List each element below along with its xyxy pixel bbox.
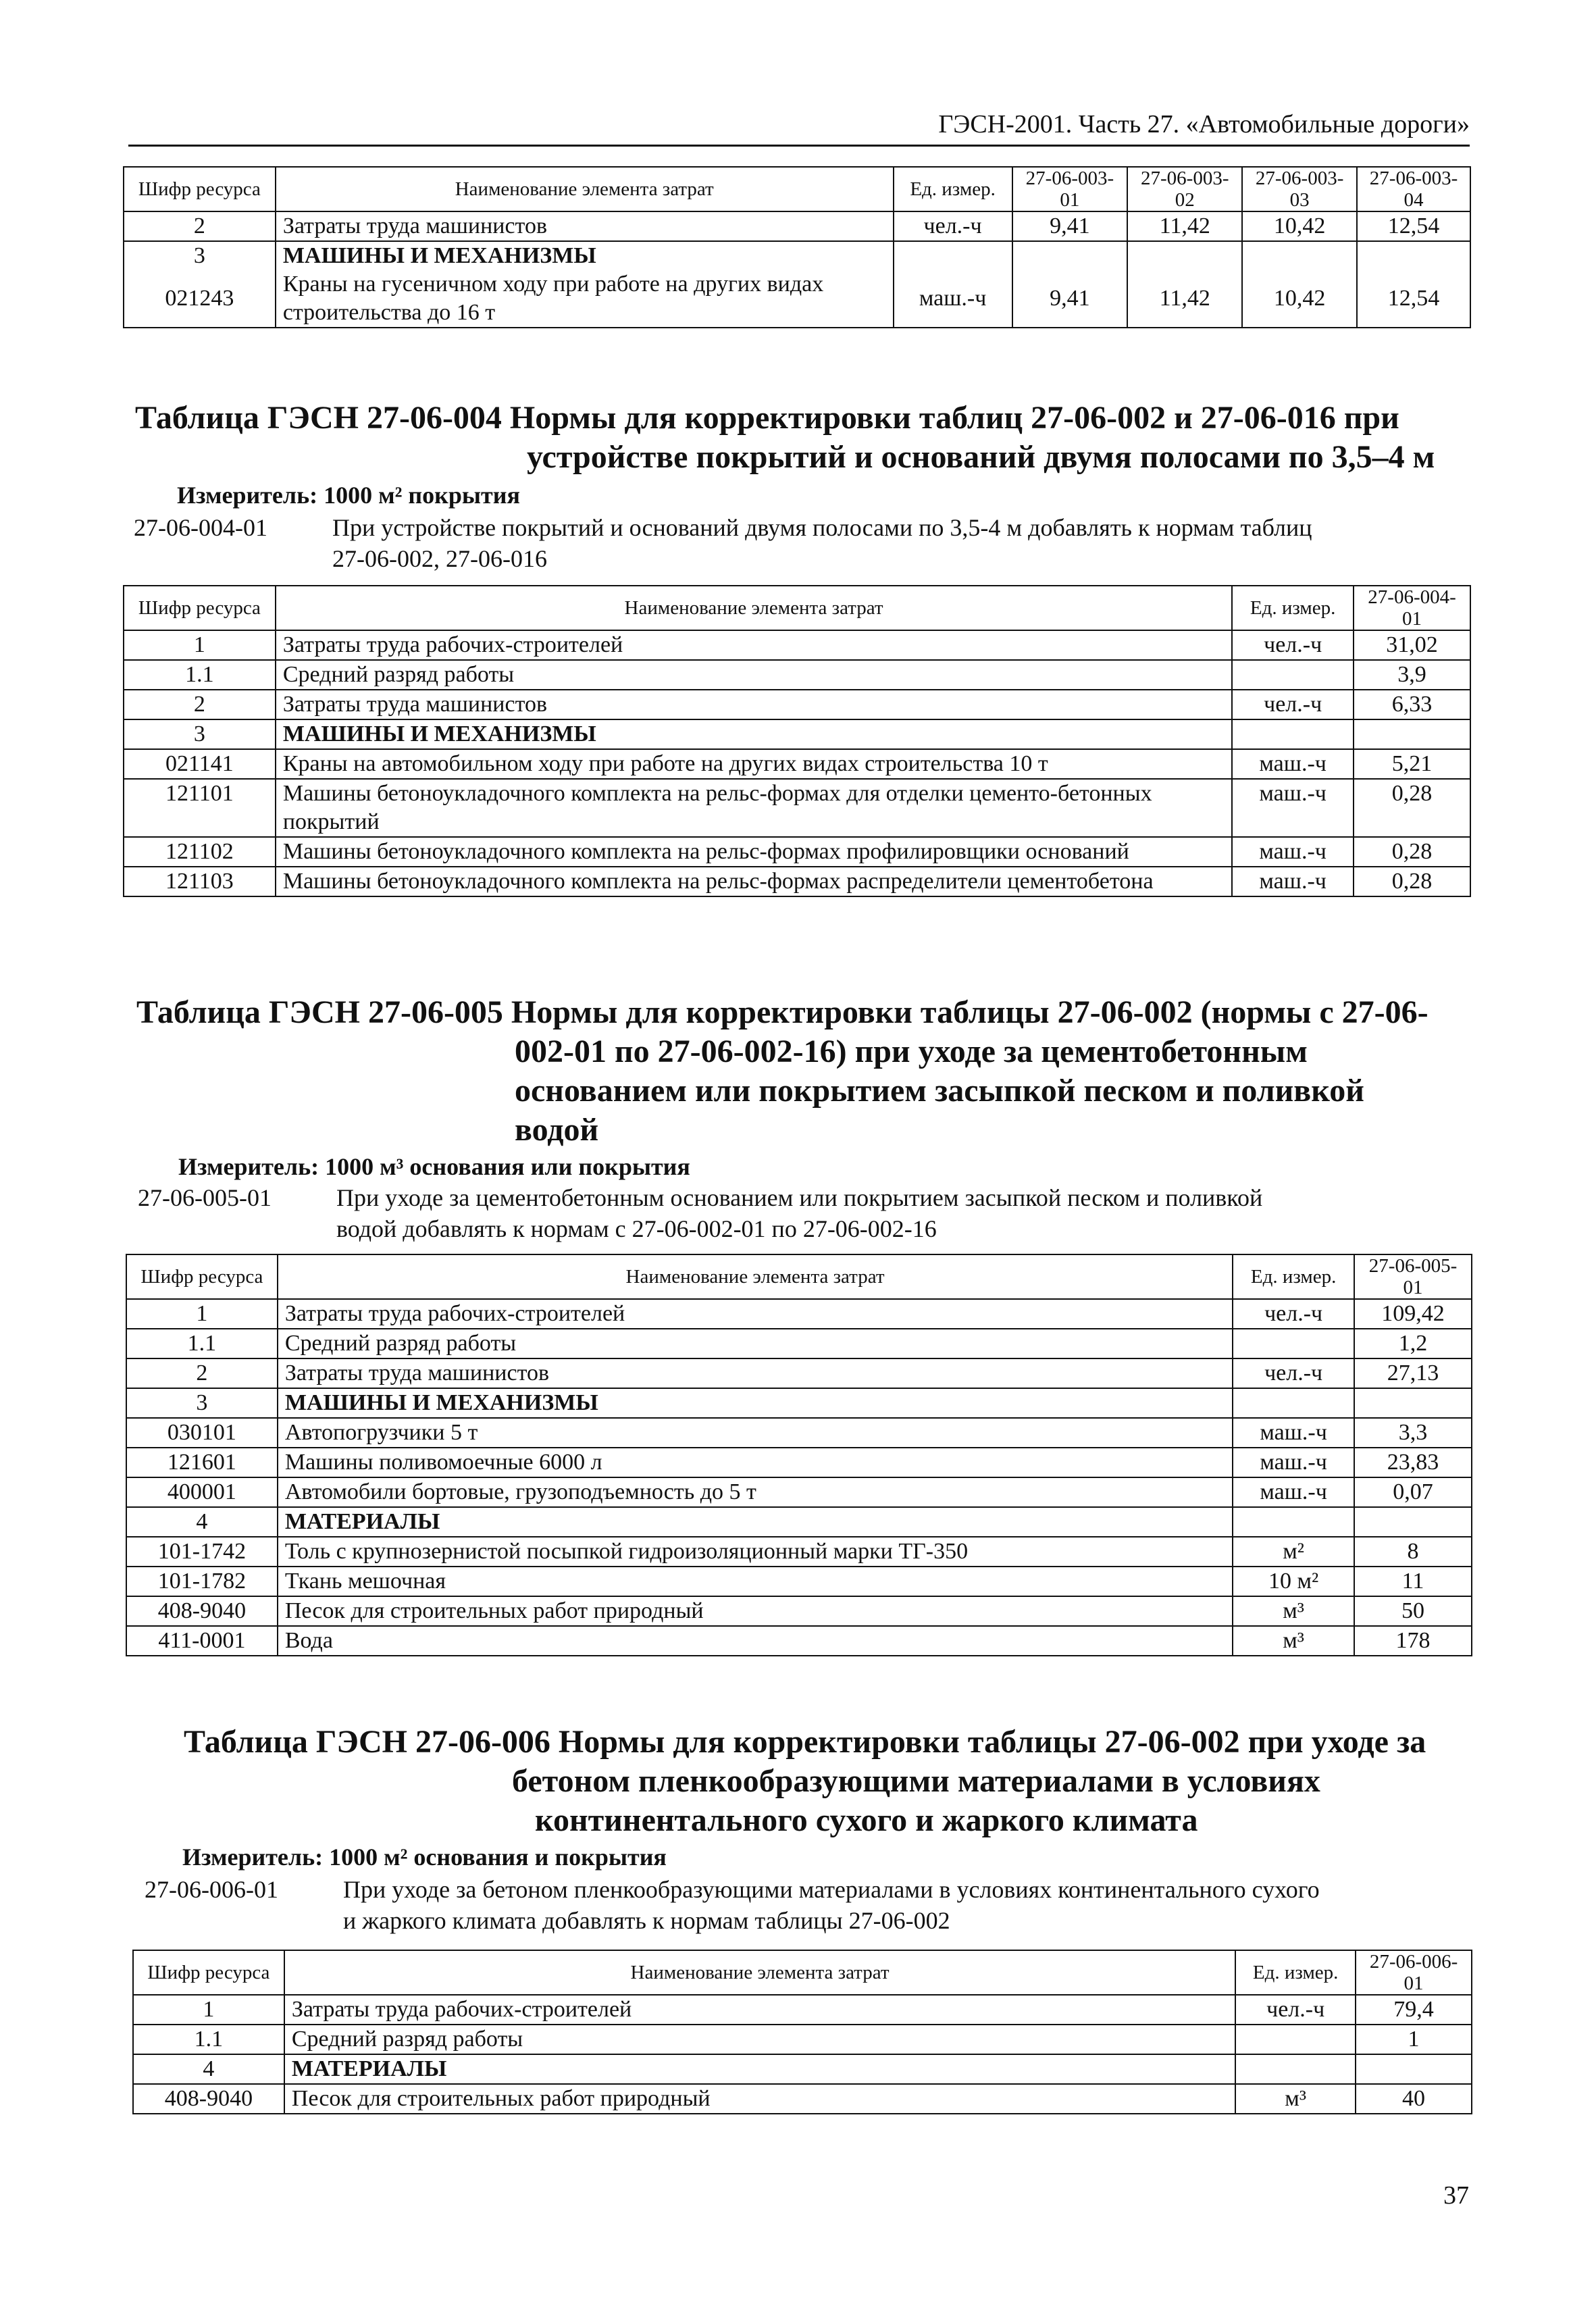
row-value: 0,28 <box>1354 867 1470 896</box>
col-name-header: Наименование элемента затрат <box>276 167 894 211</box>
row-name: Автопогрузчики 5 т <box>278 1418 1233 1448</box>
row-name: Вода <box>278 1626 1233 1656</box>
row-code: 121601 <box>126 1448 278 1477</box>
row-value <box>1012 241 1128 270</box>
row-name: Затраты труда рабочих-строителей <box>284 1995 1235 2025</box>
table-row <box>126 1596 1472 1626</box>
row-unit: маш.-ч <box>1233 1418 1354 1448</box>
title-line: Таблица ГЭСН 27-06-004 Нормы для корректировки таблиц 27-06-002 и 27-06-016 при <box>135 400 1399 436</box>
table-row <box>126 1329 1472 1358</box>
row-value <box>1127 241 1242 270</box>
col-unit-header: Ед. измер. <box>1235 1950 1356 1995</box>
col-code-header: Шифр ресурса <box>124 586 276 630</box>
row-value: 23,83 <box>1354 1448 1472 1477</box>
section-title <box>135 399 1472 477</box>
row-name: Машины бетоноукладочного комплекта на рельс-формах для отделки цементо-бетонных покрытий <box>276 779 1232 837</box>
row-name: МАШИНЫ И МЕХАНИЗМЫ <box>276 719 1232 749</box>
row-value: 3,9 <box>1354 660 1470 690</box>
table-header-row <box>124 167 1470 211</box>
table-row <box>124 660 1470 690</box>
table-row <box>133 2025 1472 2054</box>
rule-text: При уходе за цементобетонным основанием или покрытием засыпкой песком и поливкой <box>336 1184 1263 1211</box>
row-code: 4 <box>133 2054 284 2084</box>
row-unit: м³ <box>1233 1596 1354 1626</box>
col-code-header: Шифр ресурса <box>133 1950 284 1995</box>
table-header-row <box>126 1254 1472 1299</box>
row-code: 121102 <box>124 837 276 867</box>
col-norm-header: 27-06-005-01 <box>1354 1254 1472 1299</box>
row-value: 31,02 <box>1354 630 1470 660</box>
rule-text: При уходе за бетоном пленкообразующими материалами в условиях континентального сухого <box>343 1876 1320 1903</box>
row-code: 1.1 <box>126 1329 278 1358</box>
col-unit-header: Ед. измер. <box>1233 1254 1354 1299</box>
row-unit: чел.-ч <box>1232 690 1354 719</box>
table-row <box>126 1448 1472 1477</box>
table-27-06-003 <box>123 166 1471 328</box>
row-value: 50 <box>1354 1596 1472 1626</box>
table-row <box>124 779 1470 837</box>
table-row <box>124 867 1470 896</box>
row-value: 6,33 <box>1354 690 1470 719</box>
row-value <box>1356 2054 1472 2084</box>
col-code-header: Шифр ресурса <box>126 1254 278 1299</box>
col-unit-header: Ед. измер. <box>894 167 1012 211</box>
row-value: 0,28 <box>1354 779 1470 837</box>
row-name: Машины бетоноукладочного комплекта на рельс-формах профилировщики оснований <box>276 837 1232 867</box>
table-row <box>124 837 1470 867</box>
row-code: 1 <box>126 1299 278 1329</box>
row-value: 11 <box>1354 1567 1472 1596</box>
row-code: 1.1 <box>124 660 276 690</box>
table-header-row <box>124 586 1470 630</box>
table-row <box>124 630 1470 660</box>
title-line: бетоном пленкообразующими материалами в условиях <box>512 1763 1320 1799</box>
row-code: 400001 <box>126 1477 278 1507</box>
col-norm-header: 27-06-003-03 <box>1242 167 1357 211</box>
row-name: МАТЕРИАЛЫ <box>284 2054 1235 2084</box>
row-value: 5,21 <box>1354 749 1470 779</box>
row-unit: маш.-ч <box>1233 1477 1354 1507</box>
table-row <box>124 270 1470 328</box>
table-row <box>126 1418 1472 1448</box>
col-norm-header: 27-06-003-02 <box>1127 167 1242 211</box>
table-27-06-004 <box>123 585 1471 897</box>
row-code: 021141 <box>124 749 276 779</box>
row-name: Затраты труда рабочих-строителей <box>276 630 1232 660</box>
row-value: 3,3 <box>1354 1418 1472 1448</box>
table-row <box>126 1299 1472 1329</box>
row-value <box>1242 241 1357 270</box>
table-row <box>126 1477 1472 1507</box>
row-code: 101-1742 <box>126 1537 278 1567</box>
table-row <box>133 2084 1472 2114</box>
row-value: 1 <box>1356 2025 1472 2054</box>
row-code: 2 <box>124 211 276 241</box>
row-unit: м³ <box>1233 1626 1354 1656</box>
col-norm-header: 27-06-006-01 <box>1356 1950 1472 1995</box>
table-row <box>124 211 1470 241</box>
table-row <box>126 1537 1472 1567</box>
row-code: 1 <box>124 630 276 660</box>
row-unit: маш.-ч <box>1232 837 1354 867</box>
measure-unit: Измеритель: 1000 м³ основания или покрытия <box>178 1153 690 1180</box>
table-27-06-006 <box>132 1950 1472 2114</box>
row-value: 9,41 <box>1012 211 1128 241</box>
row-name: МАТЕРИАЛЫ <box>278 1507 1233 1537</box>
rule-text: При устройстве покрытий и оснований двумя полосами по 3,5-4 м добавлять к нормам таблиц <box>332 514 1312 541</box>
row-name: Средний разряд работы <box>284 2025 1235 2054</box>
row-unit: маш.-ч <box>1232 867 1354 896</box>
row-name: Песок для строительных работ природный <box>284 2084 1235 2114</box>
row-name: Автомобили бортовые, грузоподъемность до 5 т <box>278 1477 1233 1507</box>
row-name: Песок для строительных работ природный <box>278 1596 1233 1626</box>
measure-unit: Измеритель: 1000 м² покрытия <box>177 482 520 509</box>
row-code: 3 <box>126 1388 278 1418</box>
table-row <box>124 749 1470 779</box>
title-line: основанием или покрытием засыпкой песком и поливкой <box>515 1073 1364 1109</box>
row-name: Средний разряд работы <box>278 1329 1233 1358</box>
row-name: Средний разряд работы <box>276 660 1232 690</box>
row-unit: чел.-ч <box>1232 630 1354 660</box>
table-row <box>126 1567 1472 1596</box>
row-unit <box>1233 1507 1354 1537</box>
col-code-header: Шифр ресурса <box>124 167 276 211</box>
row-unit: чел.-ч <box>1233 1299 1354 1329</box>
table-row <box>124 241 1470 270</box>
row-code: 3 <box>124 719 276 749</box>
rule-text: 27-06-002, 27-06-016 <box>332 545 547 572</box>
row-unit: м² <box>1233 1537 1354 1567</box>
row-unit <box>1233 1329 1354 1358</box>
row-unit <box>1232 660 1354 690</box>
table-row <box>126 1388 1472 1418</box>
norm-rule <box>138 1182 1475 1250</box>
row-name: МАШИНЫ И МЕХАНИЗМЫ <box>278 1388 1233 1418</box>
rule-code: 27-06-006-01 <box>145 1876 278 1903</box>
row-unit <box>1233 1388 1354 1418</box>
row-value <box>1357 241 1470 270</box>
col-name-header: Наименование элемента затрат <box>276 586 1232 630</box>
row-value: 27,13 <box>1354 1358 1472 1388</box>
section-title <box>136 993 1474 1150</box>
row-value: 1,2 <box>1354 1329 1472 1358</box>
col-norm-header: 27-06-003-04 <box>1357 167 1470 211</box>
section-title <box>184 1723 1474 1840</box>
row-unit <box>1235 2054 1356 2084</box>
table-row <box>124 719 1470 749</box>
row-unit: м³ <box>1235 2084 1356 2114</box>
row-code: 101-1782 <box>126 1567 278 1596</box>
table-27-06-005 <box>126 1254 1472 1656</box>
col-norm-header: 27-06-004-01 <box>1354 586 1470 630</box>
table-row <box>124 690 1470 719</box>
norm-rule <box>145 1874 1482 1941</box>
row-unit: маш.-ч <box>1233 1448 1354 1477</box>
row-code: 030101 <box>126 1418 278 1448</box>
title-line: Таблица ГЭСН 27-06-006 Нормы для корректировки таблицы 27-06-002 при уходе за <box>184 1724 1426 1760</box>
table-row <box>133 2054 1472 2084</box>
row-code: 1 <box>133 1995 284 2025</box>
row-value: 11,42 <box>1127 270 1242 328</box>
row-unit <box>1235 2025 1356 2054</box>
page-header: ГЭСН-2001. Часть 27. «Автомобильные дороги» <box>128 109 1470 147</box>
row-value: 10,42 <box>1242 211 1357 241</box>
table-row <box>126 1626 1472 1656</box>
title-line: водой <box>515 1112 599 1148</box>
row-unit: маш.-ч <box>894 270 1012 328</box>
row-value: 9,41 <box>1012 270 1128 328</box>
col-norm-header: 27-06-003-01 <box>1012 167 1128 211</box>
row-code: 4 <box>126 1507 278 1537</box>
table-header-row <box>133 1950 1472 1995</box>
row-name: МАШИНЫ И МЕХАНИЗМЫ <box>276 241 894 270</box>
row-name: Толь с крупнозернистой посыпкой гидроизоляционный марки ТГ-350 <box>278 1537 1233 1567</box>
row-value: 8 <box>1354 1537 1472 1567</box>
row-unit: маш.-ч <box>1232 749 1354 779</box>
title-line: устройстве покрытий и оснований двумя полосами по 3,5–4 м <box>527 439 1435 475</box>
row-name: Затраты труда машинистов <box>276 211 894 241</box>
row-value <box>1354 1507 1472 1537</box>
title-line: 002-01 по 27-06-002-16) при уходе за цементобетонным <box>515 1034 1308 1069</box>
row-name: Краны на автомобильном ходу при работе на других видах строительства 10 т <box>276 749 1232 779</box>
row-name: Затраты труда машинистов <box>278 1358 1233 1388</box>
rule-text: водой добавлять к нормам с 27-06-002-01 по 27-06-002-16 <box>336 1215 937 1242</box>
measure-unit: Измеритель: 1000 м² основания и покрытия <box>182 1844 667 1871</box>
col-name-header: Наименование элемента затрат <box>284 1950 1235 1995</box>
row-name: Затраты труда машинистов <box>276 690 1232 719</box>
row-value: 109,42 <box>1354 1299 1472 1329</box>
row-value: 12,54 <box>1357 211 1470 241</box>
row-unit: чел.-ч <box>1233 1358 1354 1388</box>
row-unit: 10 м² <box>1233 1567 1354 1596</box>
row-value: 79,4 <box>1356 1995 1472 2025</box>
row-unit: чел.-ч <box>894 211 1012 241</box>
norm-rule <box>134 512 1471 580</box>
row-name: Краны на гусеничном ходу при работе на других видах строительства до 16 т <box>276 270 894 328</box>
table-row <box>133 1995 1472 2025</box>
rule-code: 27-06-004-01 <box>134 514 267 541</box>
row-code: 411-0001 <box>126 1626 278 1656</box>
row-value: 178 <box>1354 1626 1472 1656</box>
col-name-header: Наименование элемента затрат <box>278 1254 1233 1299</box>
page-number: 37 <box>1443 2181 1469 2210</box>
row-code: 2 <box>124 690 276 719</box>
row-value: 0,07 <box>1354 1477 1472 1507</box>
row-code: 3 <box>124 241 276 270</box>
col-unit-header: Ед. измер. <box>1232 586 1354 630</box>
row-name: Ткань мешочная <box>278 1567 1233 1596</box>
row-value: 0,28 <box>1354 837 1470 867</box>
row-value: 12,54 <box>1357 270 1470 328</box>
row-value <box>1354 1388 1472 1418</box>
row-code: 121101 <box>124 779 276 837</box>
row-value: 10,42 <box>1242 270 1357 328</box>
row-code: 2 <box>126 1358 278 1388</box>
row-name: Машины поливомоечные 6000 л <box>278 1448 1233 1477</box>
table-row <box>126 1358 1472 1388</box>
row-code: 1.1 <box>133 2025 284 2054</box>
row-value: 11,42 <box>1127 211 1242 241</box>
row-value <box>1354 719 1470 749</box>
row-code: 408-9040 <box>133 2084 284 2114</box>
row-code: 021243 <box>124 270 276 328</box>
row-name: Машины бетоноукладочного комплекта на рельс-формах распределители цементобетона <box>276 867 1232 896</box>
rule-text: и жаркого климата добавлять к нормам таблицы 27-06-002 <box>343 1907 950 1934</box>
row-code: 121103 <box>124 867 276 896</box>
row-unit: маш.-ч <box>1232 779 1354 837</box>
rule-code: 27-06-005-01 <box>138 1184 272 1211</box>
row-value: 40 <box>1356 2084 1472 2114</box>
row-unit <box>894 241 1012 270</box>
row-unit <box>1232 719 1354 749</box>
row-name: Затраты труда рабочих-строителей <box>278 1299 1233 1329</box>
table-row <box>126 1507 1472 1537</box>
title-line: Таблица ГЭСН 27-06-005 Нормы для корректировки таблицы 27-06-002 (нормы с 27-06- <box>136 994 1428 1030</box>
row-code: 408-9040 <box>126 1596 278 1626</box>
row-unit: чел.-ч <box>1235 1995 1356 2025</box>
title-line: континентального сухого и жаркого климата <box>535 1802 1198 1838</box>
